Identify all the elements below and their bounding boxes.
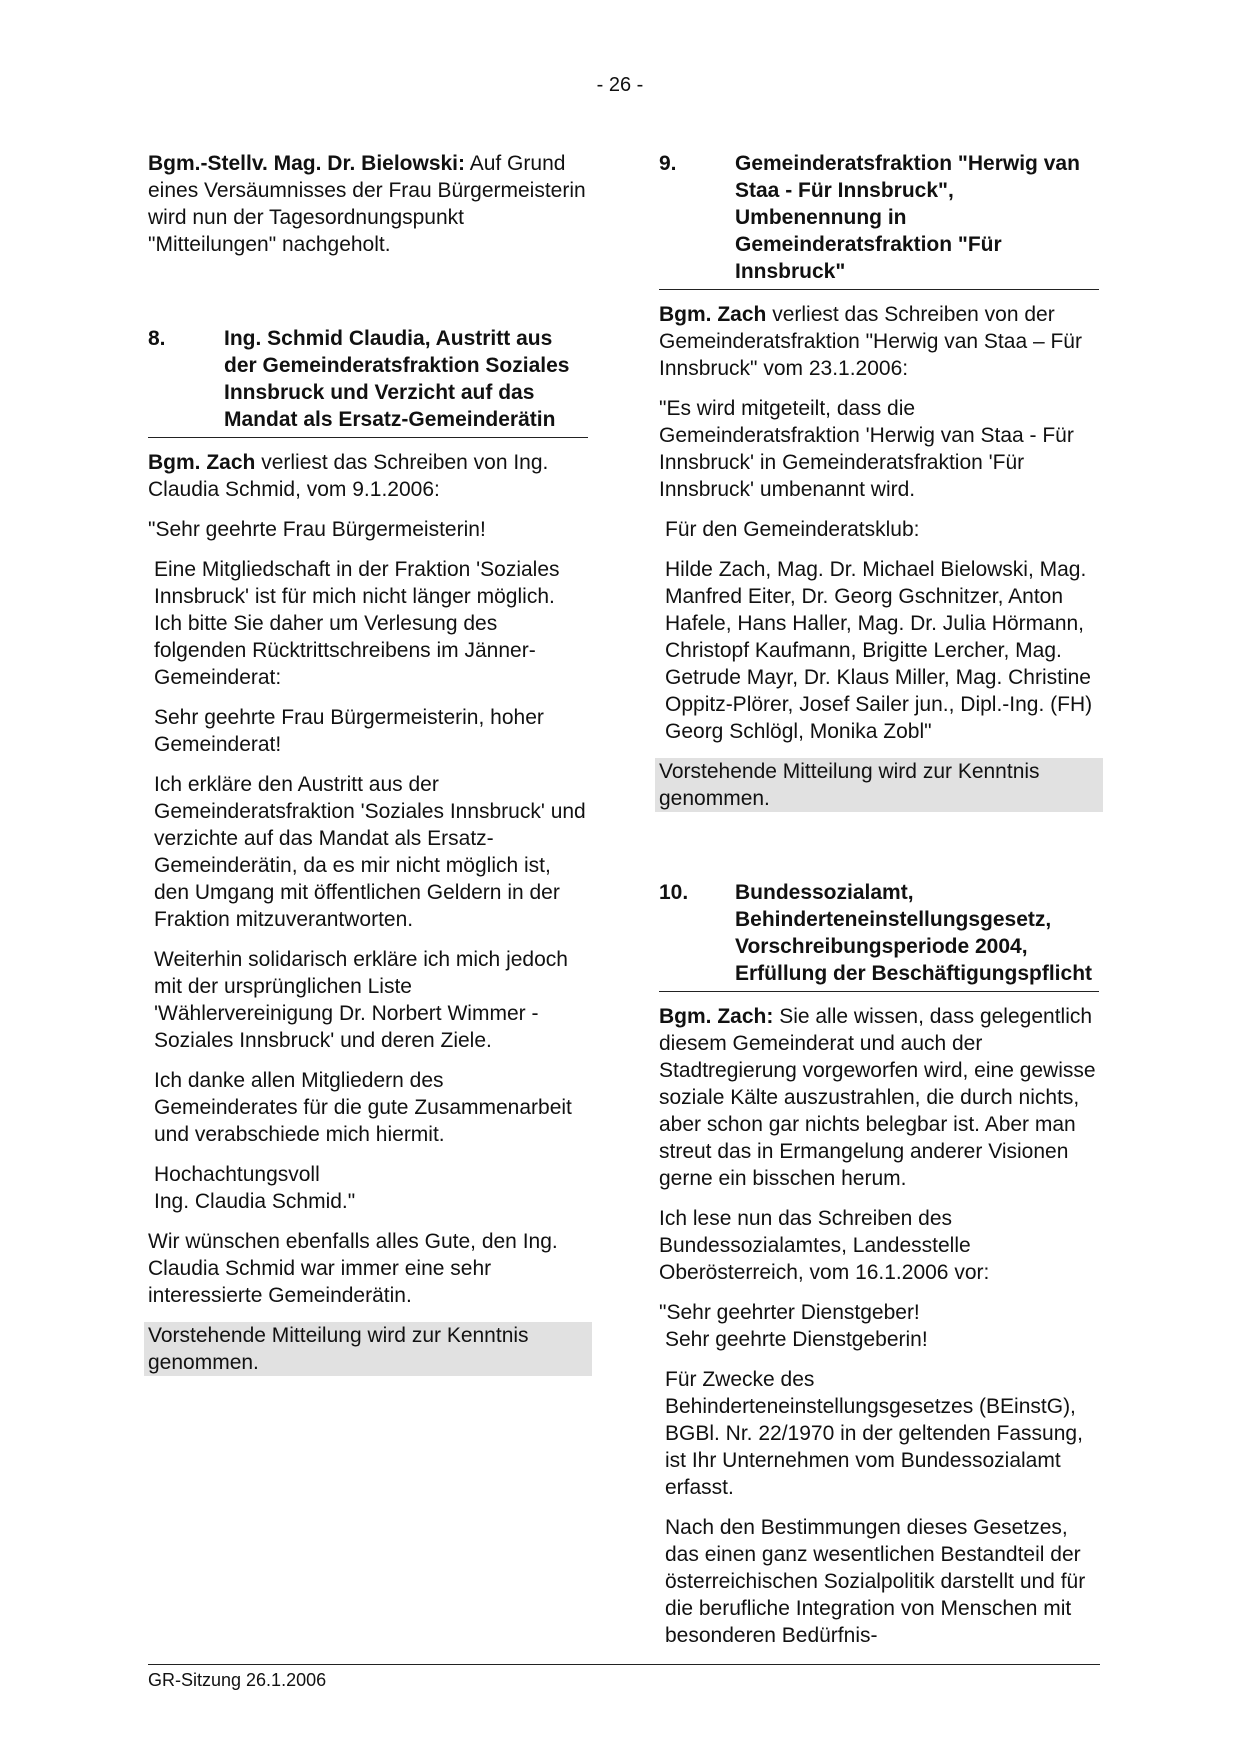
right-column <box>659 150 1099 1662</box>
paragraph-text: verliest das Schreiben von Ing. Claudia Schmid, vom 9.1.2006: <box>148 451 549 501</box>
quote-salutation <box>659 1299 1099 1353</box>
page-number: - 26 - <box>596 74 644 96</box>
quote-salutation: "Sehr geehrte Frau Bürgermeisterin! <box>148 518 486 541</box>
paragraph-text: Auf Grund eines Versäumnisses der Frau Bürgermeisterin wird nun der Tagesordnungspunkt "Mitteilungen" nachgeholt. <box>148 152 586 256</box>
salutation-line: Sehr geehrte Dienstgeberin! <box>665 1328 928 1351</box>
paragraph <box>659 301 1099 382</box>
quote-paragraph: "Es wird mitgeteilt, dass die Gemeinderatsfraktion 'Herwig van Staa - Für Innsbruck' in Gemeinderatsfraktion 'Für Innsbruck' umbenannt wird. <box>659 397 1074 501</box>
speaker-name: Bgm. Zach <box>659 303 767 326</box>
speaker-name: Bgm. Zach <box>148 451 256 474</box>
quote-paragraph: Hilde Zach, Mag. Dr. Michael Bielowski, Mag. Manfred Eiter, Dr. Georg Gschnitzer, Anton Hafele, Hans Haller, Mag. Dr. Julia Hörmann, Christopf Kaufmann, Brigitte Lercher, Mag. Getrude Mayr, Dr. Klaus Miller, Mag. Christine Oppitz-Plörer, Josef Sailer jun., Dipl.-Ing. (FH) Georg Schlögl, Monika Zobl" <box>665 558 1093 743</box>
quote-paragraph: Weiterhin solidarisch erkläre ich mich jedoch mit der ursprünglichen Liste 'Wählervereinigung Dr. Norbert Wimmer - Soziales Innsbruck' und deren Ziele. <box>154 948 568 1052</box>
quote-paragraph: Nach den Bestimmungen dieses Gesetzes, das einen ganz wesentlichen Bestandteil der österreichischen Sozialpolitik darstellt und für die berufliche Integration von Menschen mit besonderen Bedürfnis- <box>665 1516 1086 1647</box>
section-number: 10. <box>659 881 689 904</box>
decision-note: Vorstehende Mitteilung wird zur Kenntnis genommen. <box>655 758 1103 812</box>
section-heading-8 <box>148 325 588 438</box>
footer-text: GR-Sitzung 26.1.2006 <box>148 1670 327 1690</box>
speaker-name: Bgm.-Stellv. Mag. Dr. Bielowski: <box>148 152 466 175</box>
quote-signature <box>148 1161 588 1215</box>
quote-paragraph: Sehr geehrte Frau Bürgermeisterin, hoher Gemeinderat! <box>154 706 544 756</box>
section-title: Bundessozialamt, Behinderteneinstellungsgesetz, Vorschreibungsperiode 2004, Erfüllung der Beschäftigungspflicht <box>735 881 1093 985</box>
section-title: Ing. Schmid Claudia, Austritt aus der Gemeinderatsfraktion Soziales Innsbruck und Verzicht auf das Mandat als Ersatz-Gemeinderätin <box>224 327 570 431</box>
section-number: 9. <box>659 152 677 175</box>
paragraph-text: verliest das Schreiben von der Gemeinderatsfraktion "Herwig van Staa – Für Innsbruck" vom 23.1.2006: <box>659 303 1082 380</box>
paragraph <box>148 449 588 503</box>
decision-note: Vorstehende Mitteilung wird zur Kenntnis genommen. <box>144 1322 592 1376</box>
paragraph-text: Sie alle wissen, dass gelegentlich diesem Gemeinderat und auch der Stadtregierung vorgeworfen wird, eine gewisse soziale Kälte auszustrahlen, die durch nichts, aber schon gar nichts belegbar ist. Aber man streut das in Ermangelung anderer Visionen gerne ein bisschen herum. <box>659 1005 1096 1190</box>
speaker-name: Bgm. Zach: <box>659 1005 774 1028</box>
salutation-line: "Sehr geehrter Dienstgeber! <box>659 1301 920 1324</box>
quote-paragraph: Ich erkläre den Austritt aus der Gemeinderatsfraktion 'Soziales Innsbruck' und verzichte auf das Mandat als Ersatz-Gemeinderätin, da es mir nicht möglich ist, den Umgang mit öffentlichen Geldern in der Fraktion mitzuverantworten. <box>154 773 586 931</box>
signature-line: Hochachtungsvoll <box>154 1163 320 1186</box>
signature-line: Ing. Claudia Schmid." <box>154 1190 356 1213</box>
section-number: 8. <box>148 327 166 350</box>
quote-paragraph: Eine Mitgliedschaft in der Fraktion 'Soziales Innsbruck' ist für mich nicht länger möglich. Ich bitte Sie daher um Verlesung des folgenden Rücktrittschreibens im Jänner-Gemeinderat: <box>154 558 560 689</box>
paragraph: Ich lese nun das Schreiben des Bundessozialamtes, Landesstelle Oberösterreich, vom 16.1.2006 vor: <box>659 1207 990 1284</box>
section-heading-9 <box>659 150 1099 290</box>
section-title: Gemeinderatsfraktion "Herwig van Staa - Für Innsbruck", Umbenennung in Gemeinderatsfraktion "Für Innsbruck" <box>735 152 1080 283</box>
paragraph: Wir wünschen ebenfalls alles Gute, den Ing. Claudia Schmid war immer eine sehr interessierte Gemeinderätin. <box>148 1230 558 1307</box>
section-heading-10 <box>659 879 1099 992</box>
footer-divider <box>148 1664 1100 1665</box>
quote-paragraph: Für den Gemeinderatsklub: <box>665 518 920 541</box>
left-column <box>148 150 588 1389</box>
intro-paragraph <box>148 150 588 258</box>
quote-paragraph: Für Zwecke des Behinderteneinstellungsgesetzes (BEinstG), BGBl. Nr. 22/1970 in der geltenden Fassung, ist Ihr Unternehmen vom Bundessozialamt erfasst. <box>665 1368 1083 1499</box>
paragraph <box>659 1003 1099 1192</box>
quote-paragraph: Ich danke allen Mitgliedern des Gemeinderates für die gute Zusammenarbeit und verabschiede mich hiermit. <box>154 1069 572 1146</box>
